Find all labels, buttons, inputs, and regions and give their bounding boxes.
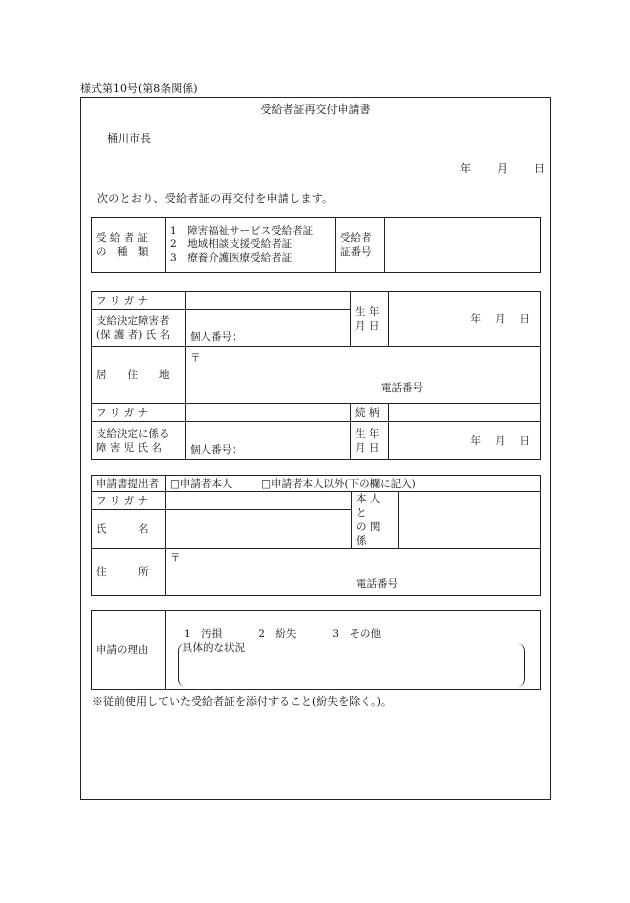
relation-label: 続 柄 <box>351 404 389 422</box>
submitter-other-checkbox[interactable]: □申請者本人以外(下の欄に記入) <box>261 477 416 490</box>
intro-text: 次のとおり、受給者証の再交付を申請します。 <box>97 192 334 205</box>
cert-option-3: 3 療養介護医療受給者証 <box>170 251 293 264</box>
cert-number-field[interactable] <box>385 218 541 273</box>
submitter-options[interactable] <box>166 476 541 492</box>
reason-detail-label: 具体的な状況 <box>182 642 245 654</box>
reason-option-1: 1 汚損 <box>184 628 223 640</box>
submitter-self-checkbox[interactable]: □申請者本人 <box>170 477 233 490</box>
child-name-field[interactable] <box>186 422 351 460</box>
submitter-name-field[interactable] <box>166 510 352 549</box>
subject-name-field[interactable] <box>186 310 351 347</box>
addressee: 桶川市長 <box>107 132 151 145</box>
postal-mark-2: 〒 <box>170 552 181 564</box>
reason-option-2: 2 紛失 <box>258 628 297 640</box>
furigana-label-3: フ リ ガ ナ <box>92 492 166 510</box>
birth-field-1[interactable]: 年 月 日 <box>389 292 541 347</box>
furigana-field-2[interactable] <box>186 404 351 422</box>
cert-table <box>91 217 541 273</box>
cert-option-2: 2 地域相談支援受給者証 <box>170 238 293 251</box>
address-field[interactable] <box>186 347 541 404</box>
furigana-field-3[interactable] <box>166 492 352 510</box>
submitter-relation-field[interactable] <box>399 492 541 549</box>
date-month: 月 <box>497 162 508 175</box>
reason-label: 申請の理由 <box>92 611 166 690</box>
submitter-label: 申請書提出者 <box>92 476 166 492</box>
submitter-address-label: 住 所 <box>92 549 166 596</box>
form-number-label: 様式第10号(第8条関係) <box>80 82 198 95</box>
phone-label-1: 電話番号 <box>381 382 423 394</box>
birth-label-2: 生 年 月 日 <box>351 422 389 460</box>
submitter-table <box>91 475 541 596</box>
subject-name-label: 支給決定障害者 (保 護 者) 氏 名 <box>92 310 186 347</box>
application-date[interactable] <box>460 160 545 176</box>
relation-field[interactable] <box>389 404 541 422</box>
furigana-field-1[interactable] <box>186 292 351 310</box>
phone-label-2: 電話番号 <box>356 578 398 590</box>
furigana-label-2: フ リ ガ ナ <box>92 404 186 422</box>
reason-option-3: 3 その他 <box>332 628 382 640</box>
birth-label-1: 生 年 月 日 <box>351 292 389 347</box>
cert-option-1: 1 障害福祉サービス受給者証 <box>170 224 314 237</box>
cert-number-label: 受給者 証番号 <box>336 218 385 273</box>
reason-detail-bracket[interactable] <box>178 643 525 687</box>
submitter-relation-label: 本 人 と の 関 係 <box>352 492 399 549</box>
child-name-label: 支給決定に係る 障 害 児 氏 名 <box>92 422 186 460</box>
date-year: 年 <box>460 162 471 175</box>
furigana-label-1: フ リ ガ ナ <box>92 292 186 310</box>
subject-table <box>91 291 541 460</box>
birth-field-2[interactable]: 年 月 日 <box>389 422 541 460</box>
personal-number-label-2: 個人番号： <box>190 444 243 456</box>
personal-number-label-1: 個人番号： <box>190 331 243 343</box>
cert-type-label: 受 給 者 証 の 種 類 <box>92 218 166 273</box>
form-title: 受給者証再交付申請書 <box>260 103 371 116</box>
cert-type-options[interactable] <box>166 218 336 273</box>
submitter-name-label: 氏 名 <box>92 510 166 549</box>
postal-mark-1: 〒 <box>190 352 201 364</box>
footnote: ※従前使用していた受給者証を添付すること(紛失を除く。)。 <box>92 695 392 708</box>
address-label: 居 住 地 <box>92 347 186 404</box>
submitter-address-field[interactable] <box>166 549 541 596</box>
date-day: 日 <box>534 162 545 175</box>
